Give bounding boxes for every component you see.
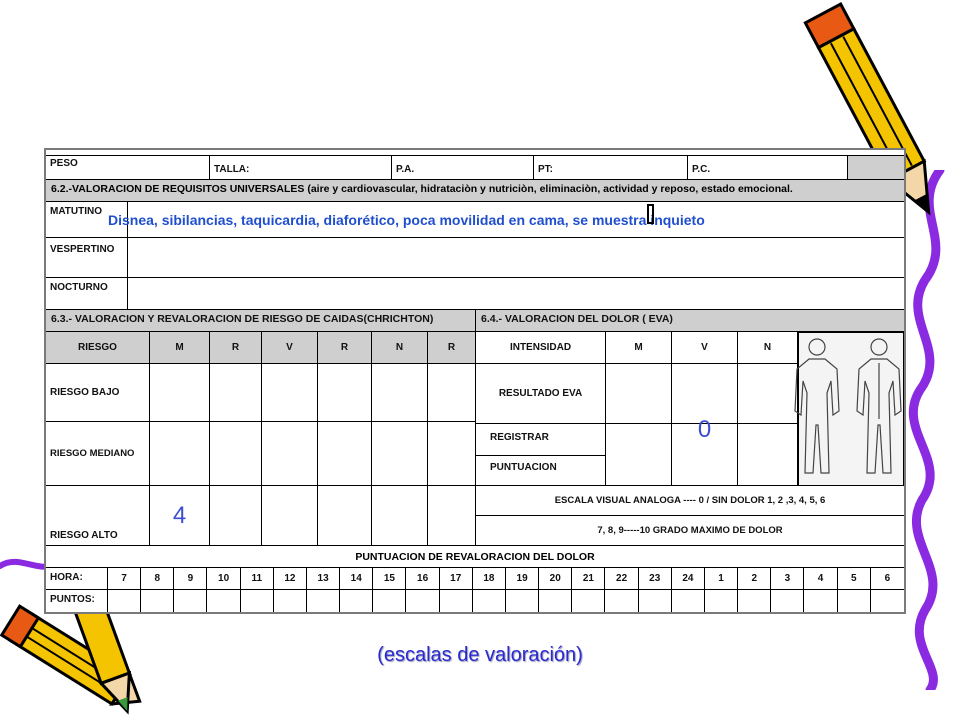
pa-field[interactable]: P.A. [392,156,534,179]
eva-registrar-row [476,424,606,456]
hour-cell: 20 [539,568,572,589]
riesgo-alto-m-value[interactable]: 4 [150,486,210,545]
riesgo-cell[interactable] [262,422,318,485]
hour-cell: 12 [274,568,307,589]
escala-max-text: 7, 8, 9-----10 GRADO MAXIMO DE DOLOR [597,525,783,536]
hour-cell: 7 [108,568,141,589]
eva-col-intensidad: INTENSIDAD [476,332,606,364]
hour-cell: 23 [639,568,672,589]
riesgo-alto-label: RIESGO ALTO [46,486,150,545]
riesgo-cell[interactable] [372,364,428,421]
riesgo-cell[interactable] [428,364,476,421]
matutino-notes[interactable]: Disnea, sibilancias, taquicardia, diaforético, poca movilidad en cama, se muestra inquieto [108,212,705,228]
eva-puntuacion-label: PUNTUACION [476,456,606,485]
hour-cell: 11 [241,568,274,589]
riesgo-cell[interactable] [318,364,372,421]
puntos-cell[interactable] [506,590,539,612]
puntos-cell[interactable] [572,590,605,612]
riesgo-cell[interactable] [428,486,476,545]
puntos-cell[interactable] [274,590,307,612]
riesgo-cell[interactable] [372,422,428,485]
eva-col-v: V [672,332,738,364]
riesgo-cell[interactable] [262,364,318,421]
puntos-cell[interactable] [373,590,406,612]
puntos-cell[interactable] [738,590,771,612]
body-diagram [798,332,904,486]
puntos-cell[interactable] [208,590,241,612]
puntos-cell[interactable] [871,590,904,612]
puntos-cell[interactable] [805,590,838,612]
section-63-64-header [46,310,904,332]
hour-cell: 17 [440,568,473,589]
puntos-cell[interactable] [473,590,506,612]
hora-label: HORA: [46,568,108,589]
riesgo-col-r2: R [318,332,372,364]
hour-cell: 14 [340,568,373,589]
hora-row [46,568,904,590]
pt-field[interactable]: PT: [534,156,688,179]
puntos-cell[interactable] [705,590,738,612]
escala-row-1 [476,486,904,516]
riesgo-mediano-row [46,422,476,486]
vespertino-row [46,238,904,278]
vespertino-label: VESPERTINO [46,238,128,277]
body-outline-front-icon [795,339,839,473]
riesgo-cell[interactable] [210,486,262,545]
riesgo-cell[interactable] [318,486,372,545]
hour-cell: 24 [672,568,705,589]
nocturno-row [46,278,904,310]
eva-resultado-label: RESULTADO EVA [476,364,606,423]
eva-puntuacion-row [476,456,606,486]
matutino-label: MATUTINO [46,202,128,237]
eva-col-n: N [738,332,798,364]
riesgo-header-row [46,332,904,364]
section-62-title: 6.2.-VALORACION DE REQUISITOS UNIVERSALES (aire y cardiovascular, hidrataciòn y nutriciòn, eliminaciòn, actividad y reposo, estado emocional. [46,180,904,202]
talla-field[interactable]: TALLA: [210,156,392,179]
puntos-cell[interactable] [838,590,871,612]
riesgo-cell[interactable] [318,422,372,485]
hour-cell: 1 [705,568,738,589]
hour-cell: 2 [738,568,771,589]
riesgo-cell[interactable] [210,422,262,485]
blank-gray-cell [848,156,904,179]
nocturno-notes[interactable] [128,278,904,309]
hour-cell: 10 [208,568,241,589]
puntos-cell[interactable] [606,590,639,612]
hour-cell: 16 [407,568,440,589]
slide-caption: (escalas de valoración) [377,644,583,666]
riesgo-cell[interactable] [262,486,318,545]
peso-field[interactable]: PESO [46,156,210,179]
riesgo-col-n: N [372,332,428,364]
riesgo-col-r3: R [428,332,476,364]
body-outline-back-icon [857,339,901,473]
riesgo-table-body [46,364,476,546]
section-63-title: 6.3.- VALORACION Y REVALORACION DE RIESGO DE CAIDAS(CHRICHTON) [46,310,476,331]
puntos-cell[interactable] [307,590,340,612]
pc-field[interactable]: P.C. [688,156,848,179]
text-cursor-icon [647,204,654,224]
riesgo-alto-row [46,486,476,546]
hour-cell: 8 [141,568,174,589]
hour-cell: 22 [606,568,639,589]
nursing-assessment-form [44,148,906,614]
eva-v-value[interactable]: 0 [672,364,738,486]
eva-table-body [476,364,904,486]
puntos-cell[interactable] [174,590,207,612]
hour-cell: 13 [307,568,340,589]
puntos-row [46,590,904,612]
vitals-row [46,156,904,180]
puntos-cell[interactable] [539,590,572,612]
riesgo-cell[interactable] [150,364,210,421]
riesgo-col-m: M [150,332,210,364]
hour-cell: 9 [174,568,207,589]
puntos-cell[interactable] [141,590,174,612]
puntos-cell[interactable] [108,590,141,612]
hour-cell: 21 [572,568,605,589]
riesgo-bajo-row [46,364,476,422]
puntos-cell[interactable] [340,590,373,612]
puntos-cell[interactable] [771,590,804,612]
hour-cell: 6 [884,573,891,584]
riesgo-cell[interactable] [428,422,476,485]
puntos-cell[interactable] [241,590,274,612]
puntos-cell[interactable] [407,590,440,612]
riesgo-bajo-label: RIESGO BAJO [46,364,150,421]
riesgo-cell[interactable] [150,422,210,485]
eva-m-column[interactable] [606,364,672,486]
riesgo-cell[interactable] [210,364,262,421]
hour-cell: 5 [838,568,871,589]
escala-visual-text: ESCALA VISUAL ANALOGA ---- 0 / SIN DOLOR 1, 2 ,3, 4, 5, 6 [554,495,826,506]
riesgo-col-v: V [262,332,318,364]
riesgo-mediano-label: RIESGO MEDIANO [46,422,150,485]
puntos-cell[interactable] [440,590,473,612]
puntos-cell[interactable] [672,590,705,612]
hour-cell: 15 [373,568,406,589]
puntos-label: PUNTOS: [46,590,108,612]
eva-registrar-label: REGISTRAR [476,424,606,455]
hour-cell: 19 [506,568,539,589]
section-64-title: 6.4.- VALORACION DEL DOLOR ( EVA) [476,310,904,331]
vespertino-notes[interactable] [128,238,904,277]
hour-cell: 18 [473,568,506,589]
riesgo-col-r1: R [210,332,262,364]
escala-row-2 [476,516,904,546]
hour-cell: 4 [805,568,838,589]
puntuacion-title: PUNTUACION DE REVALORACION DEL DOLOR [46,546,904,568]
eva-col-m: M [606,332,672,364]
riesgo-col-header: RIESGO [46,332,150,364]
hour-cell: 3 [771,568,804,589]
riesgo-cell[interactable] [372,486,428,545]
matutino-row [46,202,904,238]
puntos-cell[interactable] [639,590,672,612]
nocturno-label: NOCTURNO [46,278,128,309]
